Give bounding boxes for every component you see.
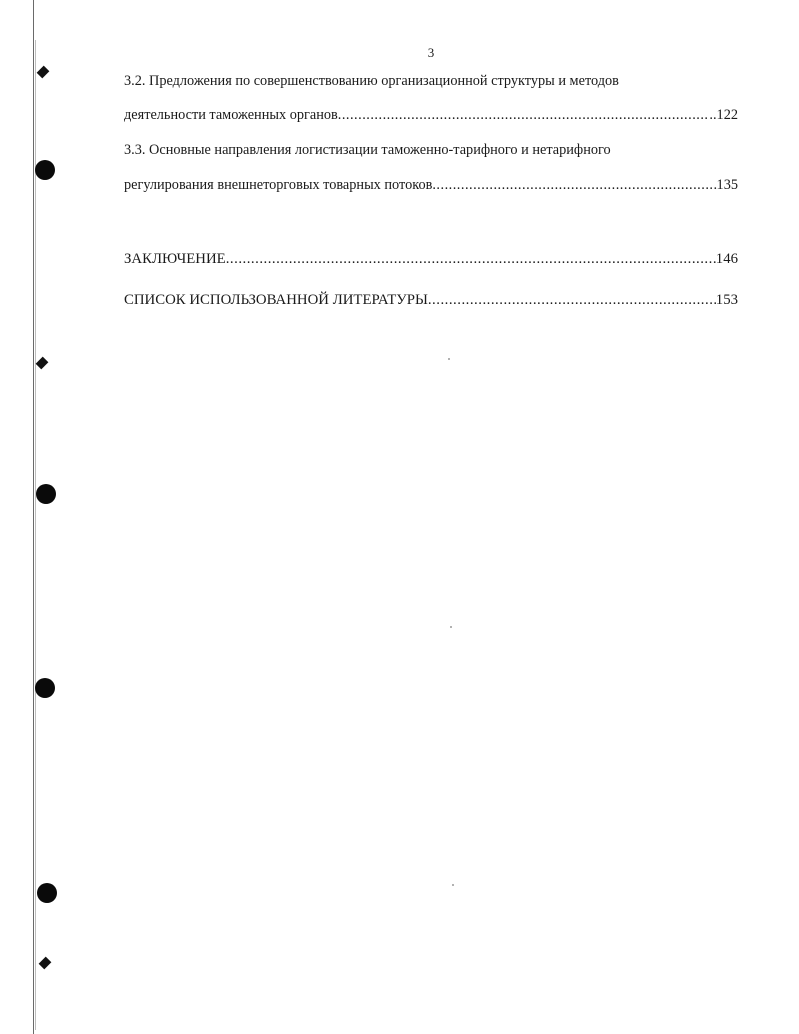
toc-item-3-3-continuation: регулирования внешнеторговых товарных потоков — [124, 177, 433, 193]
toc-item-3-3-title: 3.3. Основные направления логистизации таможенно-тарифного и нетарифного — [124, 142, 611, 158]
scan-mark — [36, 357, 49, 370]
toc-conclusion-label: ЗАКЛЮЧЕНИЕ — [124, 251, 226, 267]
toc-item-3-2-entry — [124, 106, 738, 124]
toc-leader-dots — [428, 291, 716, 309]
toc-conclusion-page: 146 — [715, 251, 738, 267]
punch-hole — [36, 484, 56, 504]
page-number: 3 — [427, 45, 435, 60]
punch-hole — [37, 883, 57, 903]
toc-item-3-2-continuation: деятельности таможенных органов — [124, 107, 338, 123]
toc-item-3-3-entry — [124, 176, 738, 194]
toc-references-page: 153 — [715, 292, 738, 308]
toc-item-3-2-title: 3.2. Предложения по совершенствованию организационной структуры и методов — [124, 73, 619, 89]
punch-hole — [35, 160, 55, 180]
scan-speck — [448, 358, 450, 360]
toc-item-3-2-page: ..122 — [709, 107, 738, 123]
punch-hole — [35, 678, 55, 698]
toc-item-3-3-page: 135 — [716, 177, 738, 193]
toc-leader-dots — [432, 176, 716, 194]
toc-leader-dots — [226, 250, 716, 268]
scan-mark — [39, 957, 52, 970]
toc-references-entry — [124, 291, 738, 309]
scan-speck — [450, 626, 452, 628]
scan-mark — [37, 66, 50, 79]
binding-edge-line — [33, 0, 34, 1034]
scan-speck — [452, 884, 454, 886]
binding-edge-line-secondary — [35, 40, 36, 1030]
toc-conclusion-entry — [124, 250, 738, 268]
toc-leader-dots — [338, 106, 710, 124]
toc-references-label: СПИСОК ИСПОЛЬЗОВАННОЙ ЛИТЕРАТУРЫ — [124, 292, 428, 308]
